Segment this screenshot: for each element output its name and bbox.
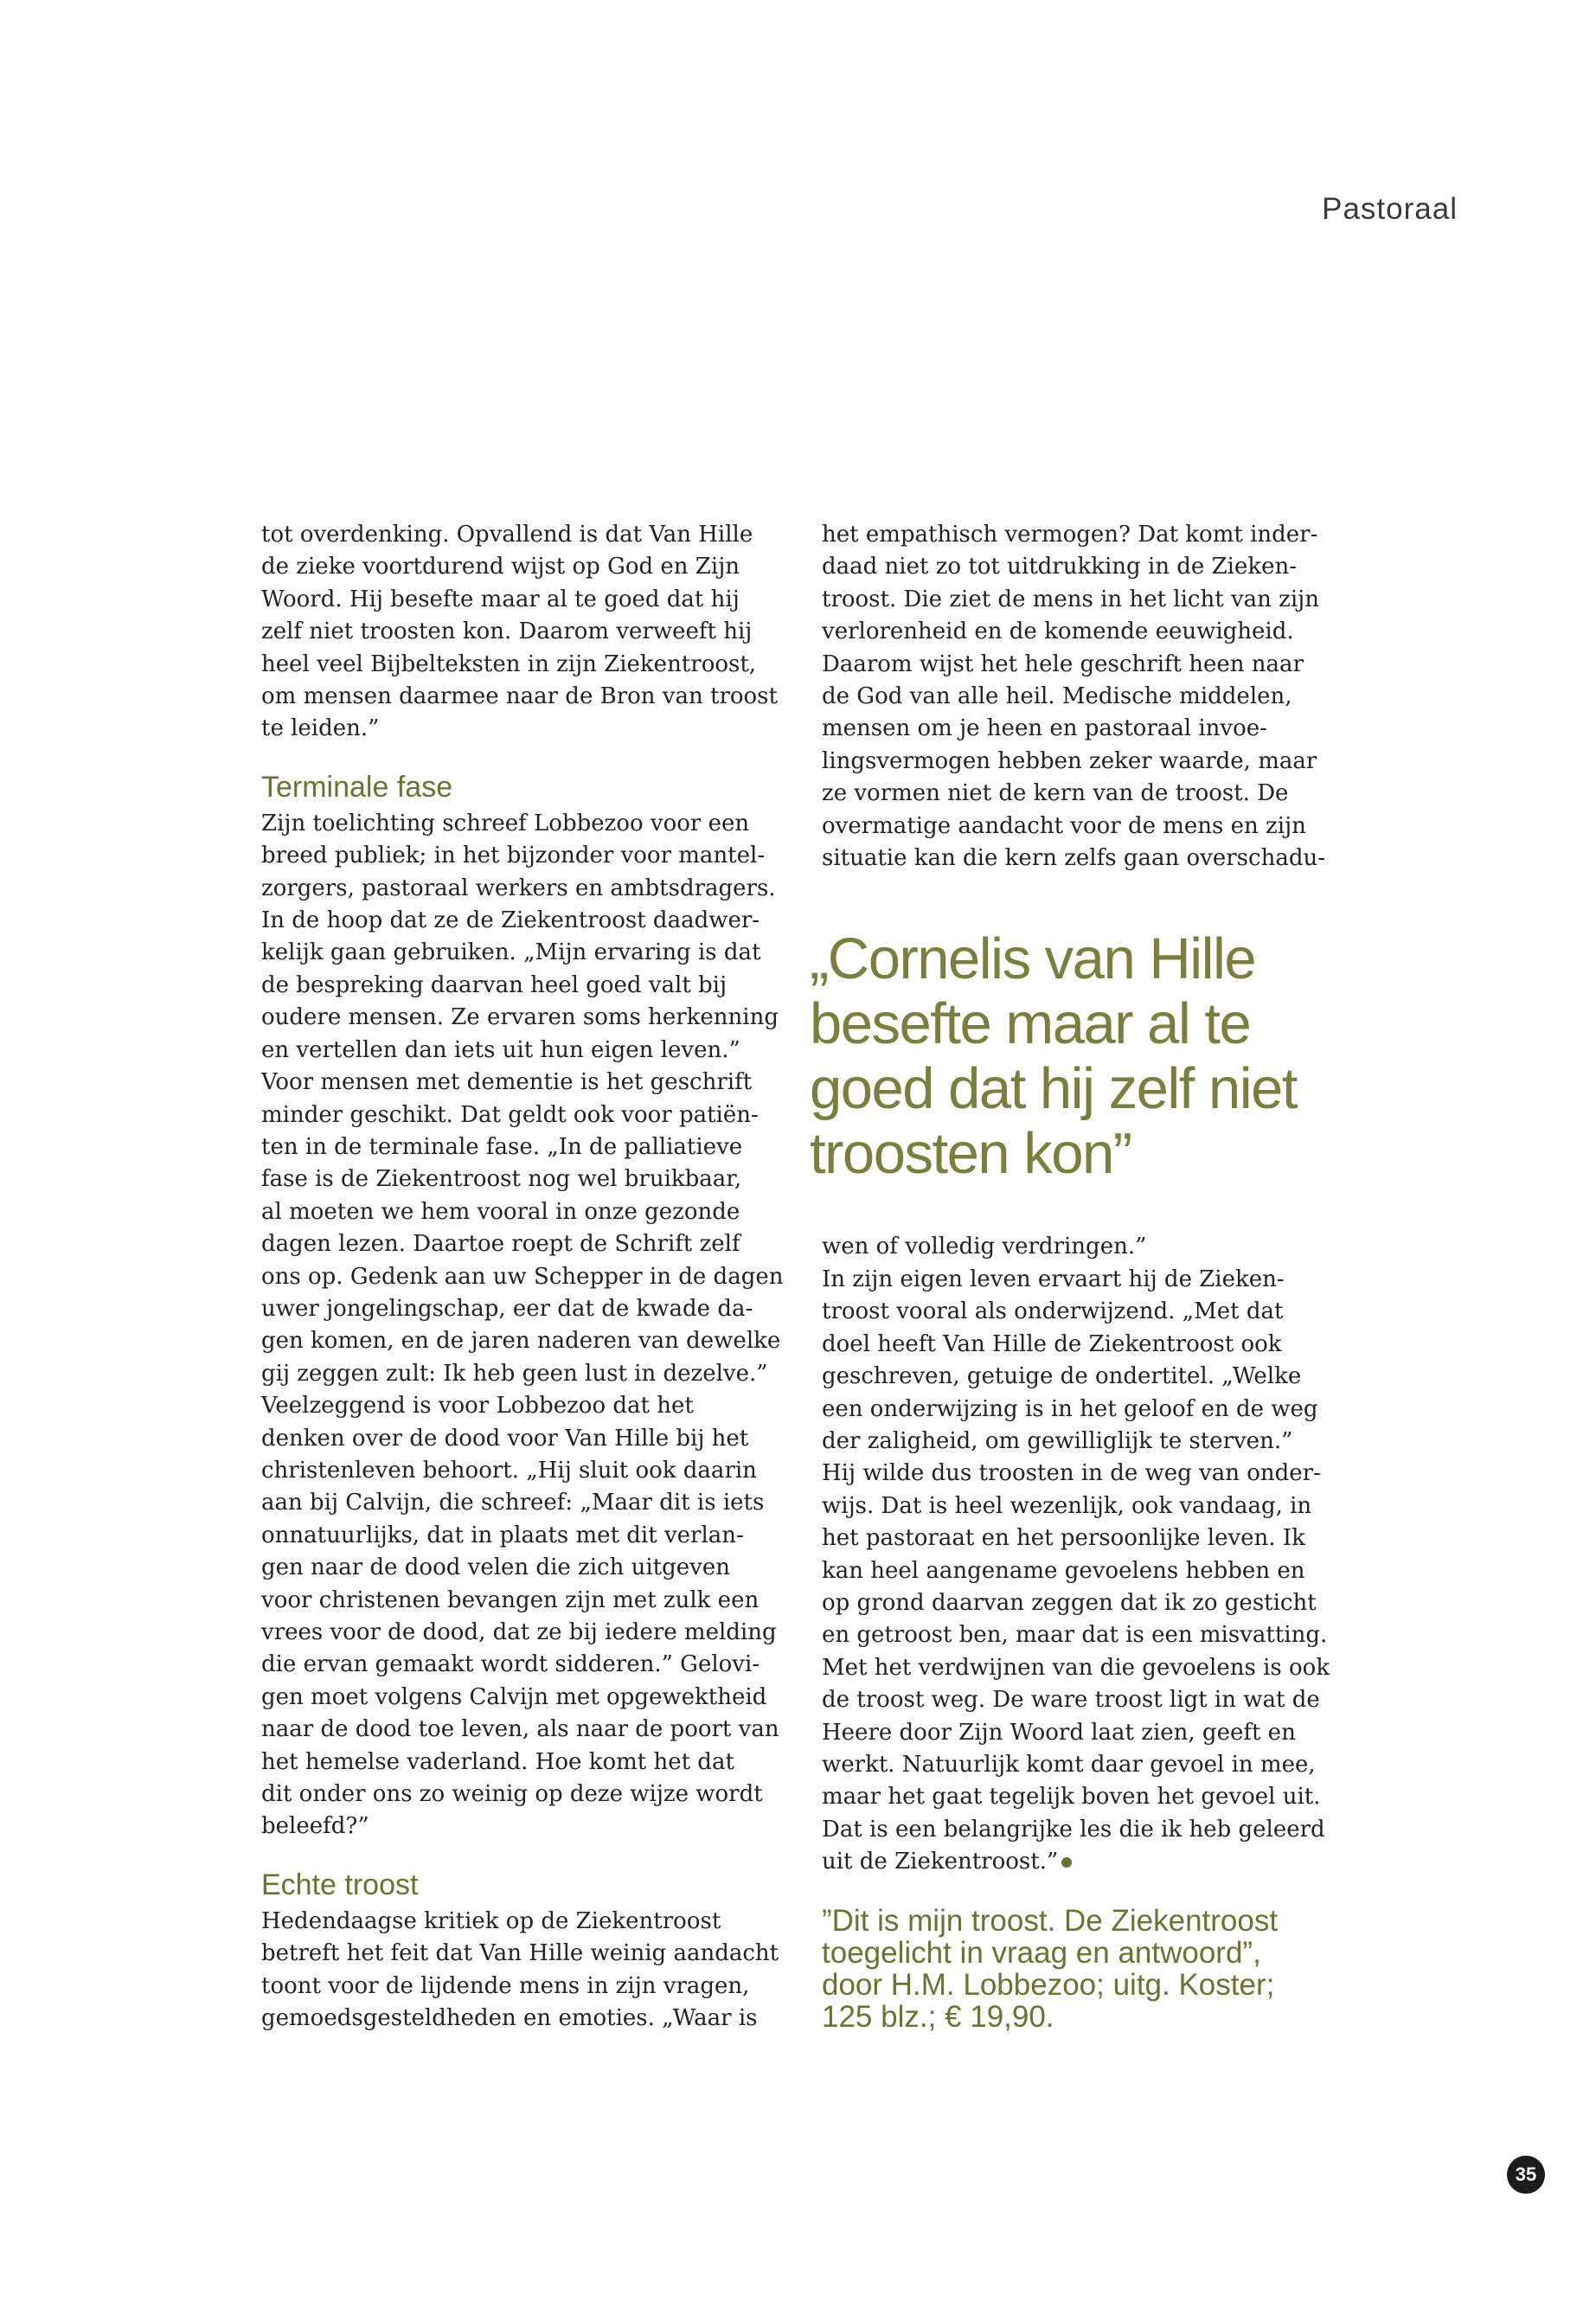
- section-label: Pastoraal: [1322, 192, 1458, 226]
- pull-quote: „Cornelis van Hille besefte maar al te goed dat hij zelf niet troosten kon”: [810, 926, 1297, 1187]
- subheading-echte-troost: Echte troost: [261, 1868, 419, 1901]
- book-info: ”Dit is mijn troost. De Ziekentroost toegelicht in vraag en antwoord”, door H.M. Lobbezoo; uitg. Koster; 125 blz.; € 19,90.: [822, 1903, 1279, 2034]
- body-paragraph-text: wen of volledig verdringen.” In zijn eigen leven ervaart hij de Zieken- troost vooral als onderwijzend. „Met dat doel heeft Van Hille de Ziekentroost ook geschreven, getuige de ondertitel. „Welke een onderwijzing is in het geloof en de weg der zaligheid, om gewilliglijk te sterven.” Hij wilde dus troosten in de weg van onder- wijs. Dat is heel wezenlijk, ook vandaag, in het pastoraat en het persoonlijke leven. Ik kan heel aangename gevoelens hebben en op grond daarvan zeggen dat ik zo gesticht en getroost ben, maar dat is een misvatting. Met het verdwijnen van die gevoelens is ook de troost weg. De ware troost ligt in wat de Heere door Zijn Woord laat zien, geeft en werkt. Natuurlijk komt daar gevoel in mee, maar het gaat tegelijk boven het gevoel uit. Dat is een belangrijke les die ik heb geleerd uit de Ziekentroost.”: [822, 1234, 1330, 1875]
- page-number-badge: 35: [1507, 2156, 1545, 2194]
- body-paragraph-final: [822, 1231, 1349, 1878]
- article-column-right: [810, 519, 1349, 2034]
- body-paragraph: Zijn toelichting schreef Lobbezoo voor een breed publiek; in het bijzonder voor mantel- zorgers, pastoraal werkers en ambtsdragers. In de hoop dat ze de Ziekentroost daadwer- kelijk gaan gebruiken. „Mijn ervaring is dat de bespreking daarvan heel goed valt bij oudere mensen. Ze ervaren soms herkenning en vertellen dan iets uit hun eigen leven.” Voor mensen met dementie is het geschrift minder geschikt. Dat geldt ook voor patiën- ten in de terminale fase. „In de palliatieve fase is de Ziekentroost nog wel bruikbaar, al moeten we hem vooral in onze gezonde dagen lezen. Daartoe roept de Schrift zelf ons op. Gedenk aan uw Schepper in de dagen uwer jongelingschap, eer dat de kwade da- gen komen, en de jaren naderen van dewelke gij zeggen zult: Ik heb geen lust in dezelve.” Veelzeggend is voor Lobbezoo dat het denken over de dood voor Van Hille bij het christenleven behoort. „Hij sluit ook daarin aan bij Calvijn, die schreef: „Maar dit is iets onnatuurlijks, dat in plaats met dit verlan- gen naar de dood velen die zich uitgeven voor christenen bevangen zijn met zulk een vrees voor de dood, dat ze bij iedere melding die ervan gemaakt wordt sidderen.” Gelovi- gen moet volgens Calvijn met opgewektheid naar de dood toe leven, als naar de poort van het hemelse vaderland. Hoe komt het dat dit onder ons zo weinig op deze wijze wordt beleefd?”: [261, 810, 784, 1840]
- body-paragraph: Hedendaagse kritiek op de Ziekentroost betreft het feit dat Van Hille weinig aandacht toont voor de lijdende mens in zijn vragen, gemoedsgesteldheden en emoties. „Waar is: [261, 1907, 779, 2032]
- end-of-article-icon: [1061, 1857, 1072, 1868]
- article-column-left: [261, 519, 789, 2035]
- body-paragraph: het empathisch vermogen? Dat komt inder- daad niet zo tot uitdrukking in de Zieken- troost. Die ziet de mens in het licht van zijn verlorenheid en de komende eeuwigheid. Daarom wijst het hele geschrift heen naar de God van alle heil. Medische middelen, mensen om je heen en pastoraal invoe- lingsvermogen hebben zeker waarde, maar ze vormen niet de kern van de troost. De overmatige aandacht voor de mens en zijn situatie kan die kern zelfs gaan overschadu-: [822, 522, 1325, 872]
- body-paragraph: tot overdenking. Opvallend is dat Van Hille de zieke voortdurend wijst op God en Zijn Woord. Hij besefte maar al te goed dat hij zelf niet troosten kon. Daarom verweeft hij heel veel Bijbelteksten in zijn Ziekentroost, om mensen daarmee naar de Bron van troost te leiden.”: [261, 522, 778, 742]
- subheading-terminale-fase: Terminale fase: [261, 770, 453, 804]
